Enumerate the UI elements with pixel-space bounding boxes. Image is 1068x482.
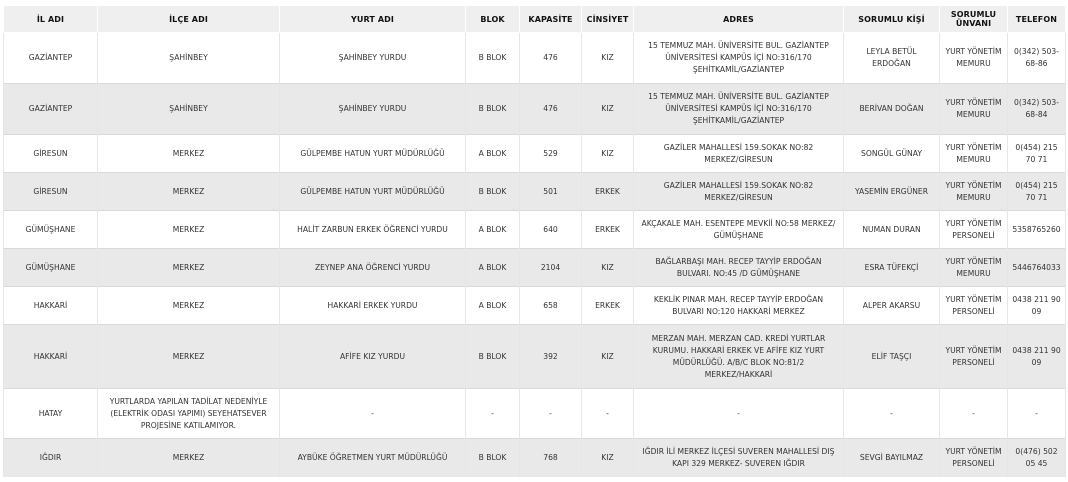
- cell-ilce: ŞAHİNBEY: [98, 84, 280, 135]
- cell-ilce: MERKEZ: [98, 211, 280, 249]
- cell-sorumlu-unvani: YURT YÖNETİM MEMURU: [940, 33, 1008, 84]
- cell-yurt: ŞAHİNBEY YURDU: [280, 84, 466, 135]
- cell-sorumlu-unvani: YURT YÖNETİM MEMURU: [940, 173, 1008, 211]
- cell-yurt: GÜLPEMBE HATUN YURT MÜDÜRLÜĞÜ: [280, 173, 466, 211]
- cell-ilce: MERKEZ: [98, 135, 280, 173]
- cell-adres: AKÇAKALE MAH. ESENTEPE MEVKİİ NO:58 MERKEZ/ GÜMÜŞHANE: [634, 211, 844, 249]
- cell-il: HAKKARİ: [4, 325, 98, 389]
- cell-adres: BAĞLARBAŞI MAH. RECEP TAYYİP ERDOĞAN BULVARI. NO:45 /D GÜMÜŞHANE: [634, 249, 844, 287]
- cell-sorumlu-kisi: ALPER AKARSU: [844, 287, 940, 325]
- table-row: [4, 389, 1066, 439]
- cell-kapasite: 392: [520, 325, 582, 389]
- cell-il: GAZİANTEP: [4, 33, 98, 84]
- cell-telefon: 5358765260: [1008, 211, 1066, 249]
- cell-blok: A BLOK: [466, 211, 520, 249]
- cell-sorumlu-unvani: YURT YÖNETİM PERSONELİ: [940, 287, 1008, 325]
- header-telefon: TELEFON: [1008, 6, 1066, 33]
- cell-adres: GAZİLER MAHALLESİ 159.SOKAK NO:82 MERKEZ/GİRESUN: [634, 135, 844, 173]
- header-yurt-adi: YURT ADI: [280, 6, 466, 33]
- cell-adres: KEKLİK PINAR MAH. RECEP TAYYİP ERDOĞAN BULVARI NO:120 HAKKARİ MERKEZ: [634, 287, 844, 325]
- header-blok: BLOK: [466, 6, 520, 33]
- cell-sorumlu-unvani: -: [940, 389, 1008, 439]
- cell-il: HAKKARİ: [4, 287, 98, 325]
- cell-blok: B BLOK: [466, 439, 520, 477]
- cell-sorumlu-kisi: SEVGİ BAYILMAZ: [844, 439, 940, 477]
- cell-kapasite: 658: [520, 287, 582, 325]
- cell-ilce: MERKEZ: [98, 439, 280, 477]
- cell-il: HATAY: [4, 389, 98, 439]
- cell-il: GÜMÜŞHANE: [4, 249, 98, 287]
- cell-sorumlu-kisi: BERİVAN DOĞAN: [844, 84, 940, 135]
- cell-yurt: AFİFE KIZ YURDU: [280, 325, 466, 389]
- cell-sorumlu-unvani: YURT YÖNETİM PERSONELİ: [940, 325, 1008, 389]
- cell-kapasite: 476: [520, 84, 582, 135]
- cell-yurt: AYBÜKE ÖĞRETMEN YURT MÜDÜRLÜĞÜ: [280, 439, 466, 477]
- cell-sorumlu-unvani: YURT YÖNETİM MEMURU: [940, 135, 1008, 173]
- cell-sorumlu-unvani: YURT YÖNETİM PERSONELİ: [940, 439, 1008, 477]
- cell-yurt: ZEYNEP ANA ÖĞRENCİ YURDU: [280, 249, 466, 287]
- cell-sorumlu-kisi: ESRA TÜFEKÇİ: [844, 249, 940, 287]
- table-row: [4, 173, 1066, 211]
- header-sorumlu-kisi: SORUMLU KİŞİ: [844, 6, 940, 33]
- cell-yurt: HALİT ZARBUN ERKEK ÖĞRENCİ YURDU: [280, 211, 466, 249]
- cell-cinsiyet: KIZ: [582, 439, 634, 477]
- cell-sorumlu-kisi: -: [844, 389, 940, 439]
- cell-blok: B BLOK: [466, 33, 520, 84]
- cell-cinsiyet: ERKEK: [582, 211, 634, 249]
- cell-ilce: MERKEZ: [98, 287, 280, 325]
- cell-blok: B BLOK: [466, 325, 520, 389]
- cell-ilce: MERKEZ: [98, 325, 280, 389]
- header-kapasite: KAPASİTE: [520, 6, 582, 33]
- table-row: [4, 33, 1066, 84]
- cell-cinsiyet: KIZ: [582, 33, 634, 84]
- cell-il: GİRESUN: [4, 173, 98, 211]
- cell-blok: A BLOK: [466, 287, 520, 325]
- cell-kapasite: 476: [520, 33, 582, 84]
- cell-adres: IĞDIR İLİ MERKEZ İLÇESİ SUVEREN MAHALLESİ DIŞ KAPI 329 MERKEZ- SUVEREN IĞDIR: [634, 439, 844, 477]
- cell-adres: MERZAN MAH. MERZAN CAD. KREDİ YURTLAR KURUMU. HAKKARİ ERKEK VE AFİFE KIZ YURT MÜDÜRLÜĞÜ. A/B/C BLOK NO:81/2 MERKEZ/HAKKARİ: [634, 325, 844, 389]
- cell-telefon: 0(454) 215 70 71: [1008, 173, 1066, 211]
- cell-sorumlu-unvani: YURT YÖNETİM MEMURU: [940, 249, 1008, 287]
- header-adres: ADRES: [634, 6, 844, 33]
- cell-cinsiyet: ERKEK: [582, 173, 634, 211]
- cell-blok: A BLOK: [466, 249, 520, 287]
- cell-cinsiyet: KIZ: [582, 249, 634, 287]
- cell-cinsiyet: KIZ: [582, 135, 634, 173]
- cell-telefon: 0(454) 215 70 71: [1008, 135, 1066, 173]
- cell-blok: A BLOK: [466, 135, 520, 173]
- cell-yurt: ŞAHİNBEY YURDU: [280, 33, 466, 84]
- cell-sorumlu-unvani: YURT YÖNETİM MEMURU: [940, 84, 1008, 135]
- cell-sorumlu-kisi: SONGÜL GÜNAY: [844, 135, 940, 173]
- table-row: [4, 287, 1066, 325]
- cell-cinsiyet: KIZ: [582, 325, 634, 389]
- cell-yurt: GÜLPEMBE HATUN YURT MÜDÜRLÜĞÜ: [280, 135, 466, 173]
- cell-telefon: -: [1008, 389, 1066, 439]
- cell-blok: B BLOK: [466, 173, 520, 211]
- cell-telefon: 5446764033: [1008, 249, 1066, 287]
- cell-il: GİRESUN: [4, 135, 98, 173]
- cell-sorumlu-unvani: YURT YÖNETİM PERSONELİ: [940, 211, 1008, 249]
- cell-telefon: 0(342) 503-68-84: [1008, 84, 1066, 135]
- cell-adres: 15 TEMMUZ MAH. ÜNİVERSİTE BUL. GAZİANTEP ÜNİVERSİTESİ KAMPÜS İÇİ NO:316/170 ŞEHİTKAMİL/GAZİANTEP: [634, 84, 844, 135]
- cell-sorumlu-kisi: NUMAN DURAN: [844, 211, 940, 249]
- cell-yurt: -: [280, 389, 466, 439]
- header-sorumlu-unvani: SORUMLU ÜNVANI: [940, 6, 1008, 33]
- cell-kapasite: 529: [520, 135, 582, 173]
- cell-adres: -: [634, 389, 844, 439]
- cell-ilce: YURTLARDA YAPILAN TADİLAT NEDENİYLE (ELEKTRİK ODASI YAPIMI) SEYEHATSEVER PROJESİNE KATILAMIYOR.: [98, 389, 280, 439]
- cell-adres: GAZİLER MAHALLESİ 159.SOKAK NO:82 MERKEZ/GİRESUN: [634, 173, 844, 211]
- cell-ilce: ŞAHİNBEY: [98, 33, 280, 84]
- cell-ilce: MERKEZ: [98, 249, 280, 287]
- table-row: [4, 211, 1066, 249]
- table-row: [4, 84, 1066, 135]
- cell-ilce: MERKEZ: [98, 173, 280, 211]
- cell-il: GÜMÜŞHANE: [4, 211, 98, 249]
- cell-il: IĞDIR: [4, 439, 98, 477]
- table-header-row: [4, 6, 1066, 33]
- dormitory-table: [3, 5, 1066, 477]
- cell-kapasite: 501: [520, 173, 582, 211]
- cell-sorumlu-kisi: LEYLA BETÜL ERDOĞAN: [844, 33, 940, 84]
- cell-sorumlu-kisi: YASEMİN ERGÜNER: [844, 173, 940, 211]
- cell-cinsiyet: -: [582, 389, 634, 439]
- cell-telefon: 0(476) 502 05 45: [1008, 439, 1066, 477]
- table-row: [4, 439, 1066, 477]
- cell-kapasite: 768: [520, 439, 582, 477]
- header-ilce-adi: İLÇE ADI: [98, 6, 280, 33]
- table-row: [4, 249, 1066, 287]
- table-row: [4, 325, 1066, 389]
- cell-adres: 15 TEMMUZ MAH. ÜNİVERSİTE BUL. GAZİANTEP ÜNİVERSİTESİ KAMPÜS İÇİ NO:316/170 ŞEHİTKAMİL/GAZİANTEP: [634, 33, 844, 84]
- cell-blok: -: [466, 389, 520, 439]
- cell-il: GAZİANTEP: [4, 84, 98, 135]
- cell-sorumlu-kisi: ELİF TAŞÇI: [844, 325, 940, 389]
- cell-telefon: 0438 211 90 09: [1008, 287, 1066, 325]
- dormitory-table-container: [3, 5, 1065, 477]
- cell-blok: B BLOK: [466, 84, 520, 135]
- cell-telefon: 0438 211 90 09: [1008, 325, 1066, 389]
- cell-cinsiyet: ERKEK: [582, 287, 634, 325]
- cell-telefon: 0(342) 503-68-86: [1008, 33, 1066, 84]
- cell-cinsiyet: KIZ: [582, 84, 634, 135]
- cell-yurt: HAKKARİ ERKEK YURDU: [280, 287, 466, 325]
- cell-kapasite: 2104: [520, 249, 582, 287]
- table-row: [4, 135, 1066, 173]
- cell-kapasite: 640: [520, 211, 582, 249]
- header-il-adi: İL ADI: [4, 6, 98, 33]
- cell-kapasite: -: [520, 389, 582, 439]
- header-cinsiyet: CİNSİYET: [582, 6, 634, 33]
